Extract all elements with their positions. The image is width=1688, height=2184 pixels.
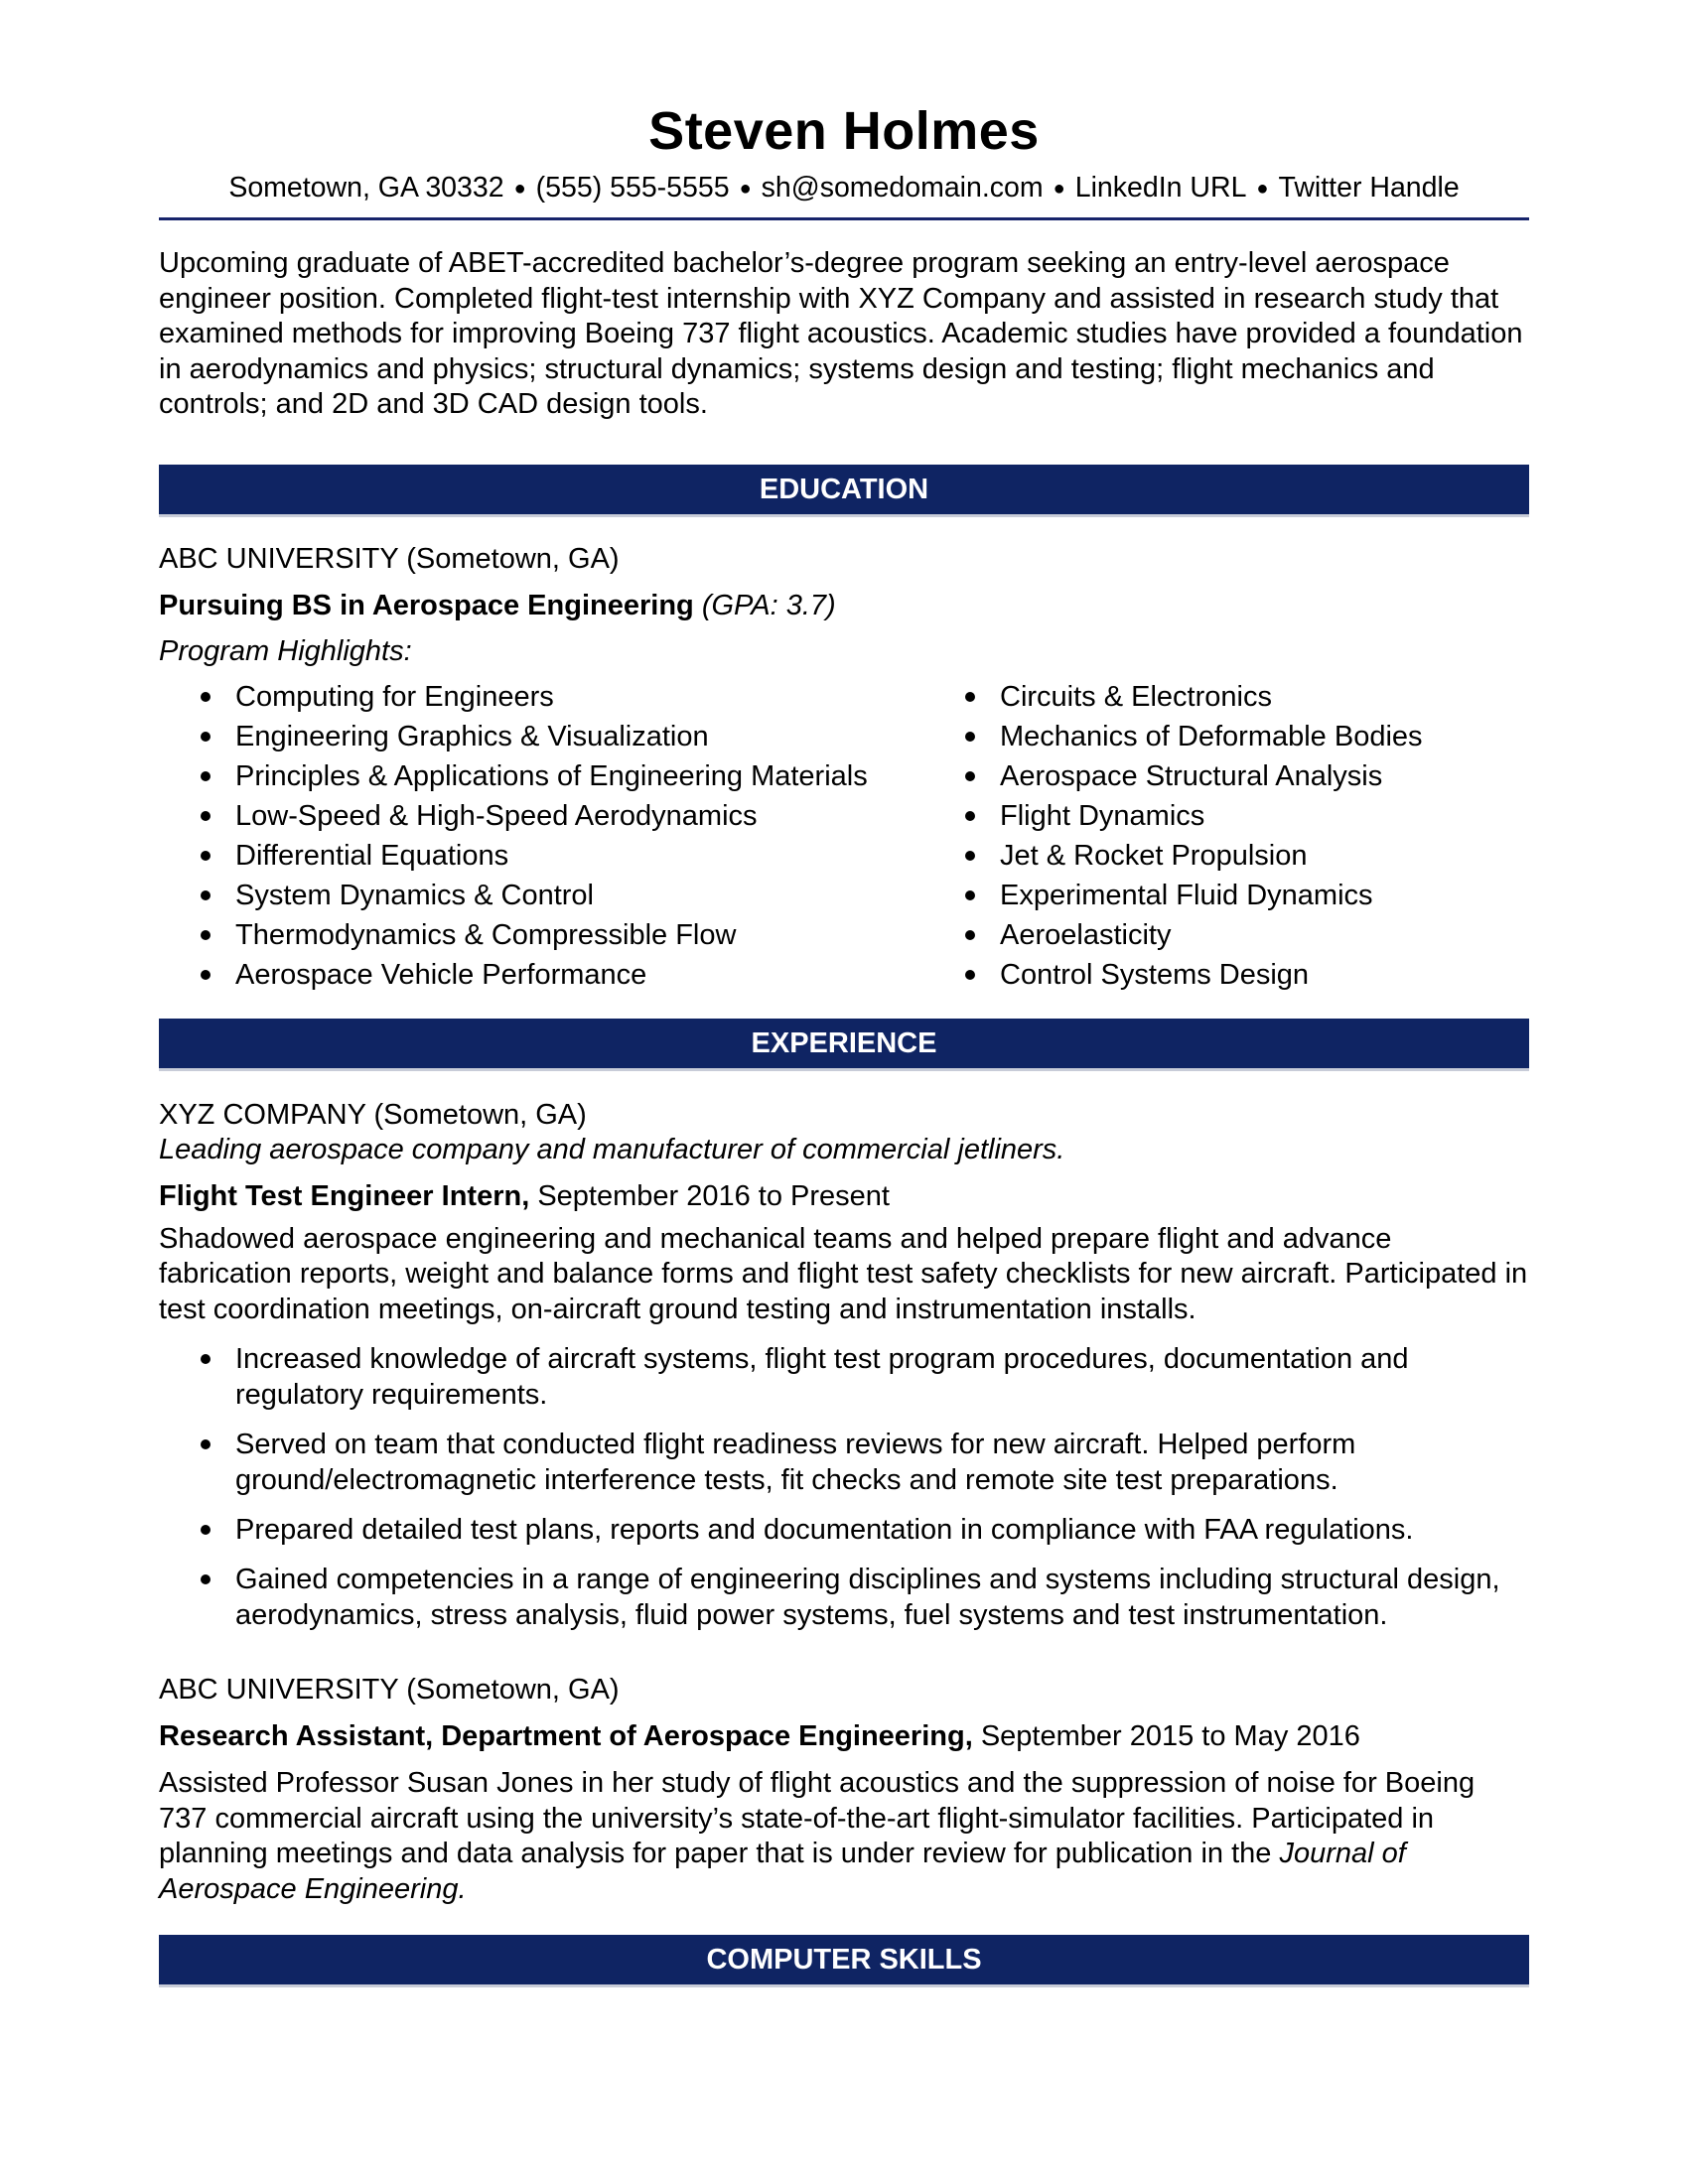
- experience-entry: [159, 1673, 1529, 1907]
- list-item: System Dynamics & Control: [201, 876, 953, 915]
- resume-page: [159, 99, 1529, 1984]
- role-description-text: Assisted Professor Susan Jones in her study of flight acoustics and the suppression of noise for Boeing 737 commercial aircraft using the university’s state-of-the-art flight-simulator facilities. Participated in planning meetings and data analysis for paper that is under review for publication in the: [159, 1767, 1476, 1869]
- achievement-list: [159, 1341, 1529, 1633]
- role-description: Shadowed aerospace engineering and mechanical teams and helped prepare flight and advance fabrication reports, weight and balance forms and flight test safety checklists for new aircraft. Participated in test coordination meetings, on-aircraft ground testing and instrumentation installs.: [159, 1222, 1528, 1325]
- bullet-separator: ●: [1053, 178, 1065, 200]
- role-line: [159, 1719, 1529, 1754]
- highlights-left-list: [159, 677, 953, 995]
- list-item: Increased knowledge of aircraft systems, flight test program procedures, documentation and regulatory requirements.: [201, 1341, 1529, 1413]
- degree-line: [159, 589, 1529, 623]
- section-header-education: EDUCATION: [159, 465, 1529, 514]
- education-org: ABC UNIVERSITY (Sometown, GA): [159, 542, 620, 575]
- list-item: Jet & Rocket Propulsion: [965, 836, 1423, 876]
- bullet-separator: ●: [1256, 178, 1269, 200]
- list-item: Control Systems Design: [965, 955, 1423, 995]
- role-title: Flight Test Engineer Intern,: [159, 1179, 530, 1212]
- list-item: Mechanics of Deformable Bodies: [965, 717, 1423, 756]
- gpa: (GPA: 3.7): [701, 589, 836, 621]
- list-item: Flight Dynamics: [965, 796, 1423, 836]
- candidate-name: Steven Holmes: [648, 101, 1040, 161]
- list-item: Served on team that conducted flight readiness reviews for new aircraft. Helped perform ground/electromagnetic interference tests, fit checks and remote site test preparations.: [201, 1427, 1529, 1498]
- section-header-experience: EXPERIENCE: [159, 1019, 1529, 1068]
- list-item: Aeroelasticity: [965, 915, 1423, 955]
- contact-twitter: Twitter Handle: [1278, 172, 1460, 204]
- summary-paragraph: Upcoming graduate of ABET-accredited bachelor’s-degree program seeking an entry-level aerospace engineer position. Completed flight-test internship with XYZ Company and assisted in research study that examined methods for improving Boeing 737 flight acoustics. Academic studies have provided a foundation in aerodynamics and physics; structural dynamics; systems design and testing; flight mechanics and controls; and 2D and 3D CAD design tools.: [159, 247, 1523, 420]
- bullet-separator: ●: [739, 178, 752, 200]
- highlights-right-list: [953, 677, 1423, 995]
- employer-name: ABC UNIVERSITY (Sometown, GA): [159, 1674, 620, 1706]
- contact-email: sh@somedomain.com: [761, 172, 1044, 204]
- list-item: Low-Speed & High-Speed Aerodynamics: [201, 796, 953, 836]
- list-item: Aerospace Vehicle Performance: [201, 955, 953, 995]
- education-block: [159, 542, 1529, 995]
- employer-name: XYZ COMPANY (Sometown, GA): [159, 1098, 587, 1131]
- contact-phone: (555) 555-5555: [535, 172, 730, 204]
- list-item: Experimental Fluid Dynamics: [965, 876, 1423, 915]
- contact-address: Sometown, GA 30332: [228, 172, 504, 204]
- list-item: Prepared detailed test plans, reports and documentation in compliance with FAA regulations.: [201, 1512, 1529, 1548]
- journal-name: Journal of Aerospace Engineering.: [159, 1838, 1406, 1905]
- role-description: [159, 1766, 1529, 1907]
- list-item: Differential Equations: [201, 836, 953, 876]
- highlights-columns: [159, 677, 1529, 995]
- experience-entry: [159, 1098, 1529, 1634]
- list-item: Computing for Engineers: [201, 677, 953, 717]
- list-item: Aerospace Structural Analysis: [965, 756, 1423, 796]
- role-dates: September 2016 to Present: [529, 1179, 890, 1212]
- list-item: Engineering Graphics & Visualization: [201, 717, 953, 756]
- degree-title: Pursuing BS in Aerospace Engineering: [159, 589, 694, 621]
- contact-line: [159, 171, 1529, 220]
- section-header-computer-skills: COMPUTER SKILLS: [159, 1935, 1529, 1984]
- contact-linkedin: LinkedIn URL: [1074, 172, 1247, 204]
- highlights-label: Program Highlights:: [159, 634, 412, 667]
- role-line: [159, 1179, 1529, 1214]
- role-title: Research Assistant, Department of Aerospace Engineering,: [159, 1720, 973, 1752]
- list-item: Thermodynamics & Compressible Flow: [201, 915, 953, 955]
- role-dates: September 2015 to May 2016: [972, 1720, 1360, 1752]
- list-item: Principles & Applications of Engineering Materials: [201, 756, 953, 796]
- list-item: Circuits & Electronics: [965, 677, 1423, 717]
- list-item: Gained competencies in a range of engineering disciplines and systems including structural design, aerodynamics, stress analysis, fluid power systems, fuel systems and test instrumentation.: [201, 1562, 1529, 1633]
- employer-tagline: Leading aerospace company and manufacturer of commercial jetliners.: [159, 1133, 1065, 1165]
- bullet-separator: ●: [513, 178, 526, 200]
